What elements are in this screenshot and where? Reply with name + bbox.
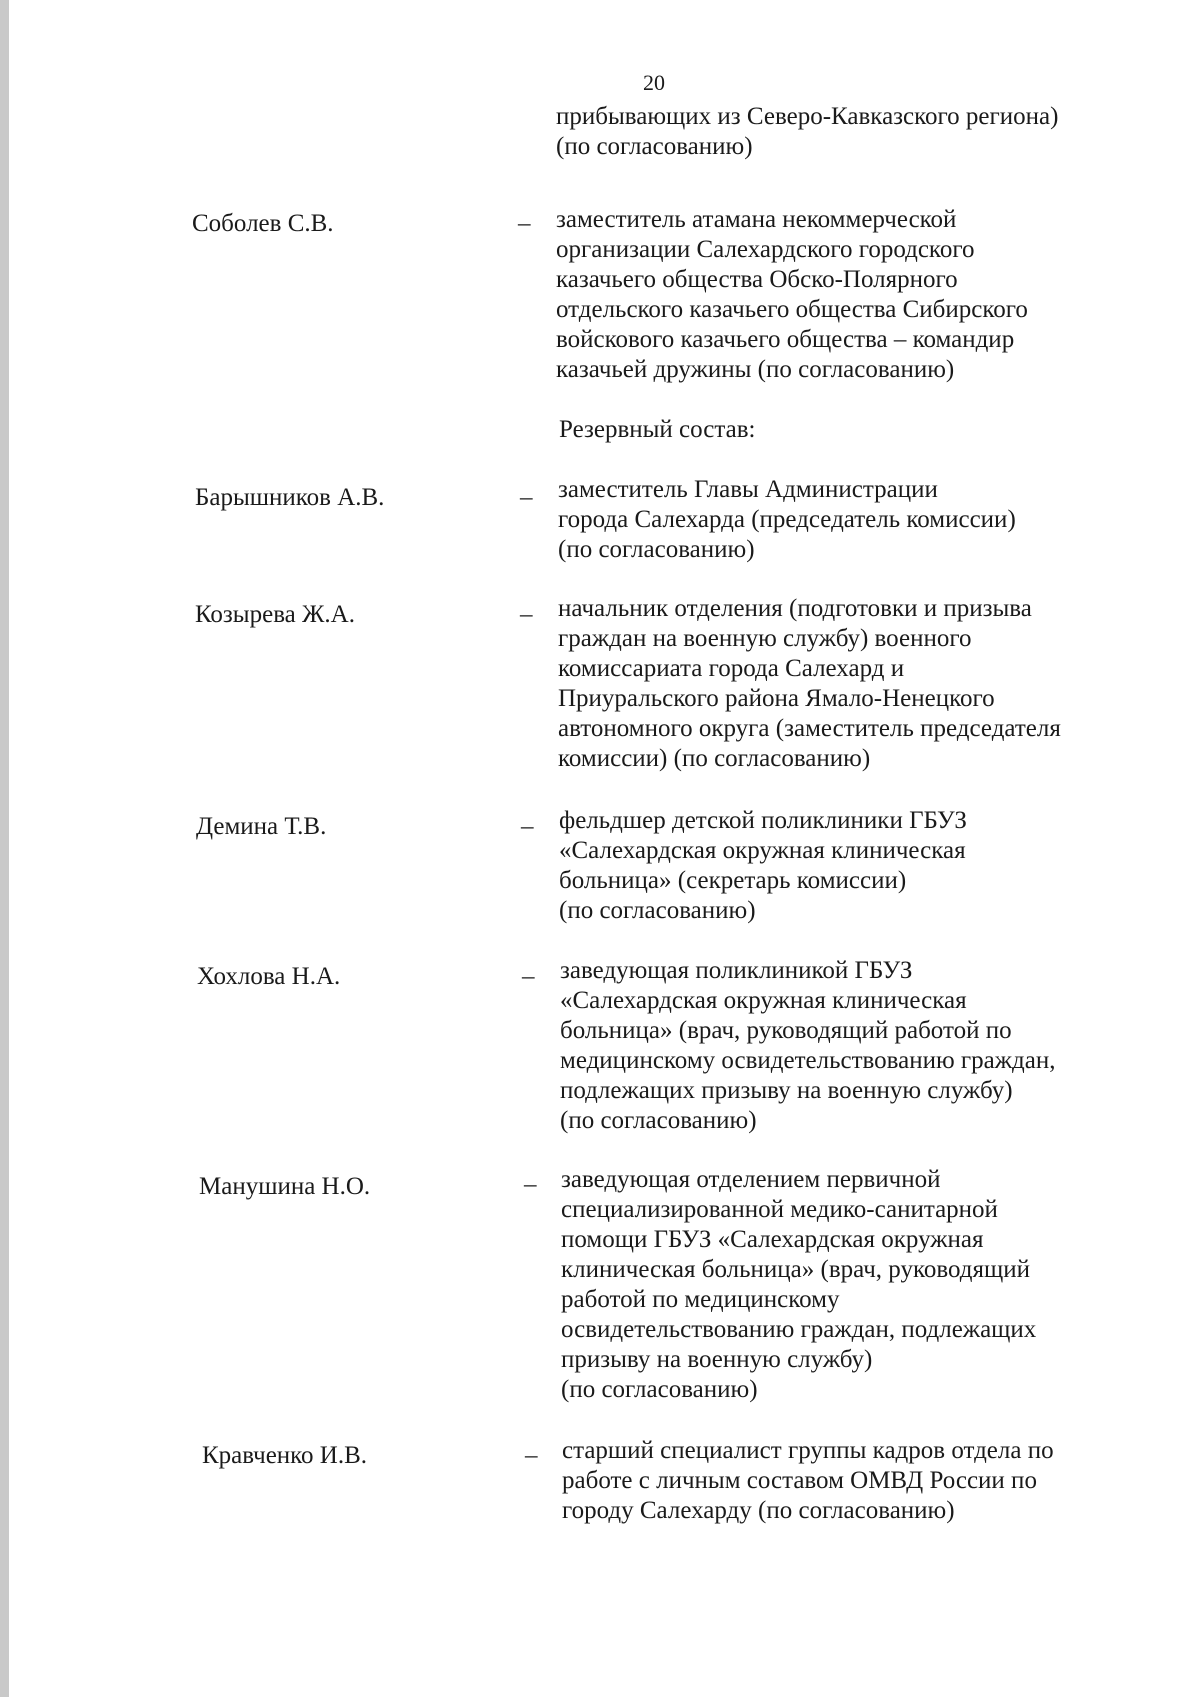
member-dash: – bbox=[525, 1442, 538, 1469]
member-name: Демина Т.В. bbox=[196, 813, 327, 840]
member-description: заместитель Главы Администрации города Салехарда (председатель комиссии) (по согласованию) bbox=[558, 476, 1016, 563]
continuation-text: прибывающих из Северо-Кавказского региона) (по согласованию) bbox=[556, 103, 1059, 160]
member-description: заместитель атамана некоммерческой организации Салехардского городского казачьего общества Обско-Полярного отдельского казачьего общества Сибирского войскового казачьего общества – командир казачьей дружины (по согласованию) bbox=[556, 206, 1028, 383]
member-description: заведующая поликлиникой ГБУЗ «Салехардская окружная клиническая больница» (врач, руководящий работой по медицинскому освидетельствованию граждан, подлежащих призыву на военную службу) (по согласованию) bbox=[560, 957, 1056, 1134]
section-reserve-heading: Резервный состав: bbox=[559, 416, 756, 443]
member-name: Барышников А.В. bbox=[195, 484, 385, 511]
member-name: Соболев С.В. bbox=[192, 210, 334, 237]
member-dash: – bbox=[521, 813, 534, 840]
member-description: старший специалист группы кадров отдела по работе с личным составом ОМВД России по городу Салехарду (по согласованию) bbox=[562, 1437, 1054, 1524]
page-number: 20 bbox=[643, 70, 665, 95]
member-description: фельдшер детской поликлиники ГБУЗ «Салехардская окружная клиническая больница» (секретарь комиссии) (по согласованию) bbox=[559, 807, 967, 924]
member-description: начальник отделения (подготовки и призыва граждан на военную службу) военного комиссариата города Салехард и Приуральского района Ямало-Ненецкого автономного округа (заместитель председателя комиссии) (по согласованию) bbox=[558, 595, 1061, 772]
member-dash: – bbox=[522, 963, 535, 990]
member-description: заведующая отделением первичной специализированной медико-санитарной помощи ГБУЗ «Салехардская окружная клиническая больница» (врач, руководящий работой по медицинскому освидетельствованию граждан, подлежащих призыву на военную службу) (по согласованию) bbox=[561, 1166, 1037, 1403]
member-dash: – bbox=[520, 601, 533, 628]
member-dash: – bbox=[518, 210, 531, 237]
member-dash: – bbox=[520, 484, 533, 511]
member-name: Козырева Ж.А. bbox=[195, 601, 355, 628]
member-name: Кравченко И.В. bbox=[202, 1442, 368, 1469]
member-dash: – bbox=[524, 1171, 537, 1198]
member-name: Манушина Н.О. bbox=[199, 1173, 371, 1200]
scan-edge bbox=[0, 0, 9, 1697]
member-name: Хохлова Н.А. bbox=[197, 963, 341, 990]
